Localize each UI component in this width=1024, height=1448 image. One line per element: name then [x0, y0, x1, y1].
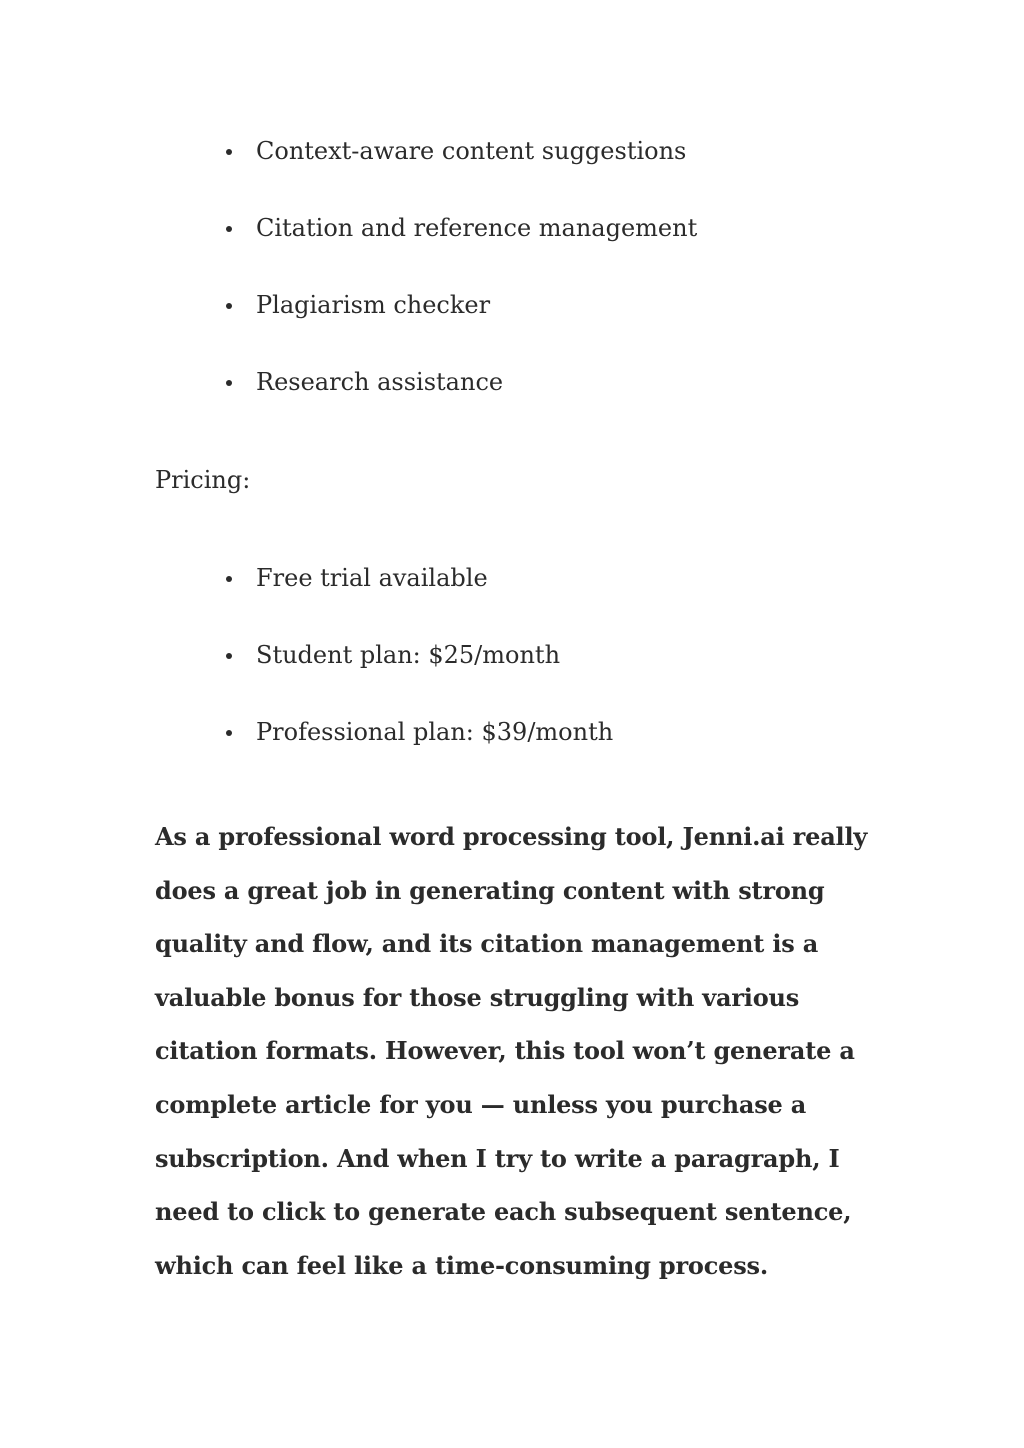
bullet-icon [226, 576, 232, 582]
bullet-icon [226, 730, 232, 736]
features-list [224, 136, 904, 444]
list-item-text: Free trial available [256, 564, 488, 592]
list-item [224, 640, 904, 717]
list-item-text: Citation and reference management [256, 214, 698, 242]
bullet-icon [226, 653, 232, 659]
list-item [224, 563, 904, 640]
pricing-heading: Pricing: [155, 466, 251, 494]
pricing-list [224, 563, 904, 794]
list-item [224, 717, 904, 794]
summary-paragraph: As a professional word processing tool, Jenni.ai really does a great job in generating content with strong quality and flow, and its citation management is a valuable bonus for those struggling with various citation formats. However, this tool won’t generate a complete article for you — unless you purchase a subscription. And when I try to write a paragraph, I need to click to generate each subsequent sentence, which can feel like a time-consuming process. [155, 822, 868, 1280]
list-item [224, 213, 904, 290]
bullet-icon [226, 303, 232, 309]
bullet-icon [226, 380, 232, 386]
list-item-text: Professional plan: $39/month [256, 718, 614, 746]
bullet-icon [226, 149, 232, 155]
bullet-icon [226, 226, 232, 232]
list-item [224, 367, 904, 444]
list-item [224, 136, 904, 213]
list-item-text: Plagiarism checker [256, 291, 491, 319]
list-item-text: Student plan: $25/month [256, 641, 561, 669]
list-item-text: Research assistance [256, 368, 504, 396]
list-item [224, 290, 904, 367]
list-item-text: Context-aware content suggestions [256, 137, 687, 165]
